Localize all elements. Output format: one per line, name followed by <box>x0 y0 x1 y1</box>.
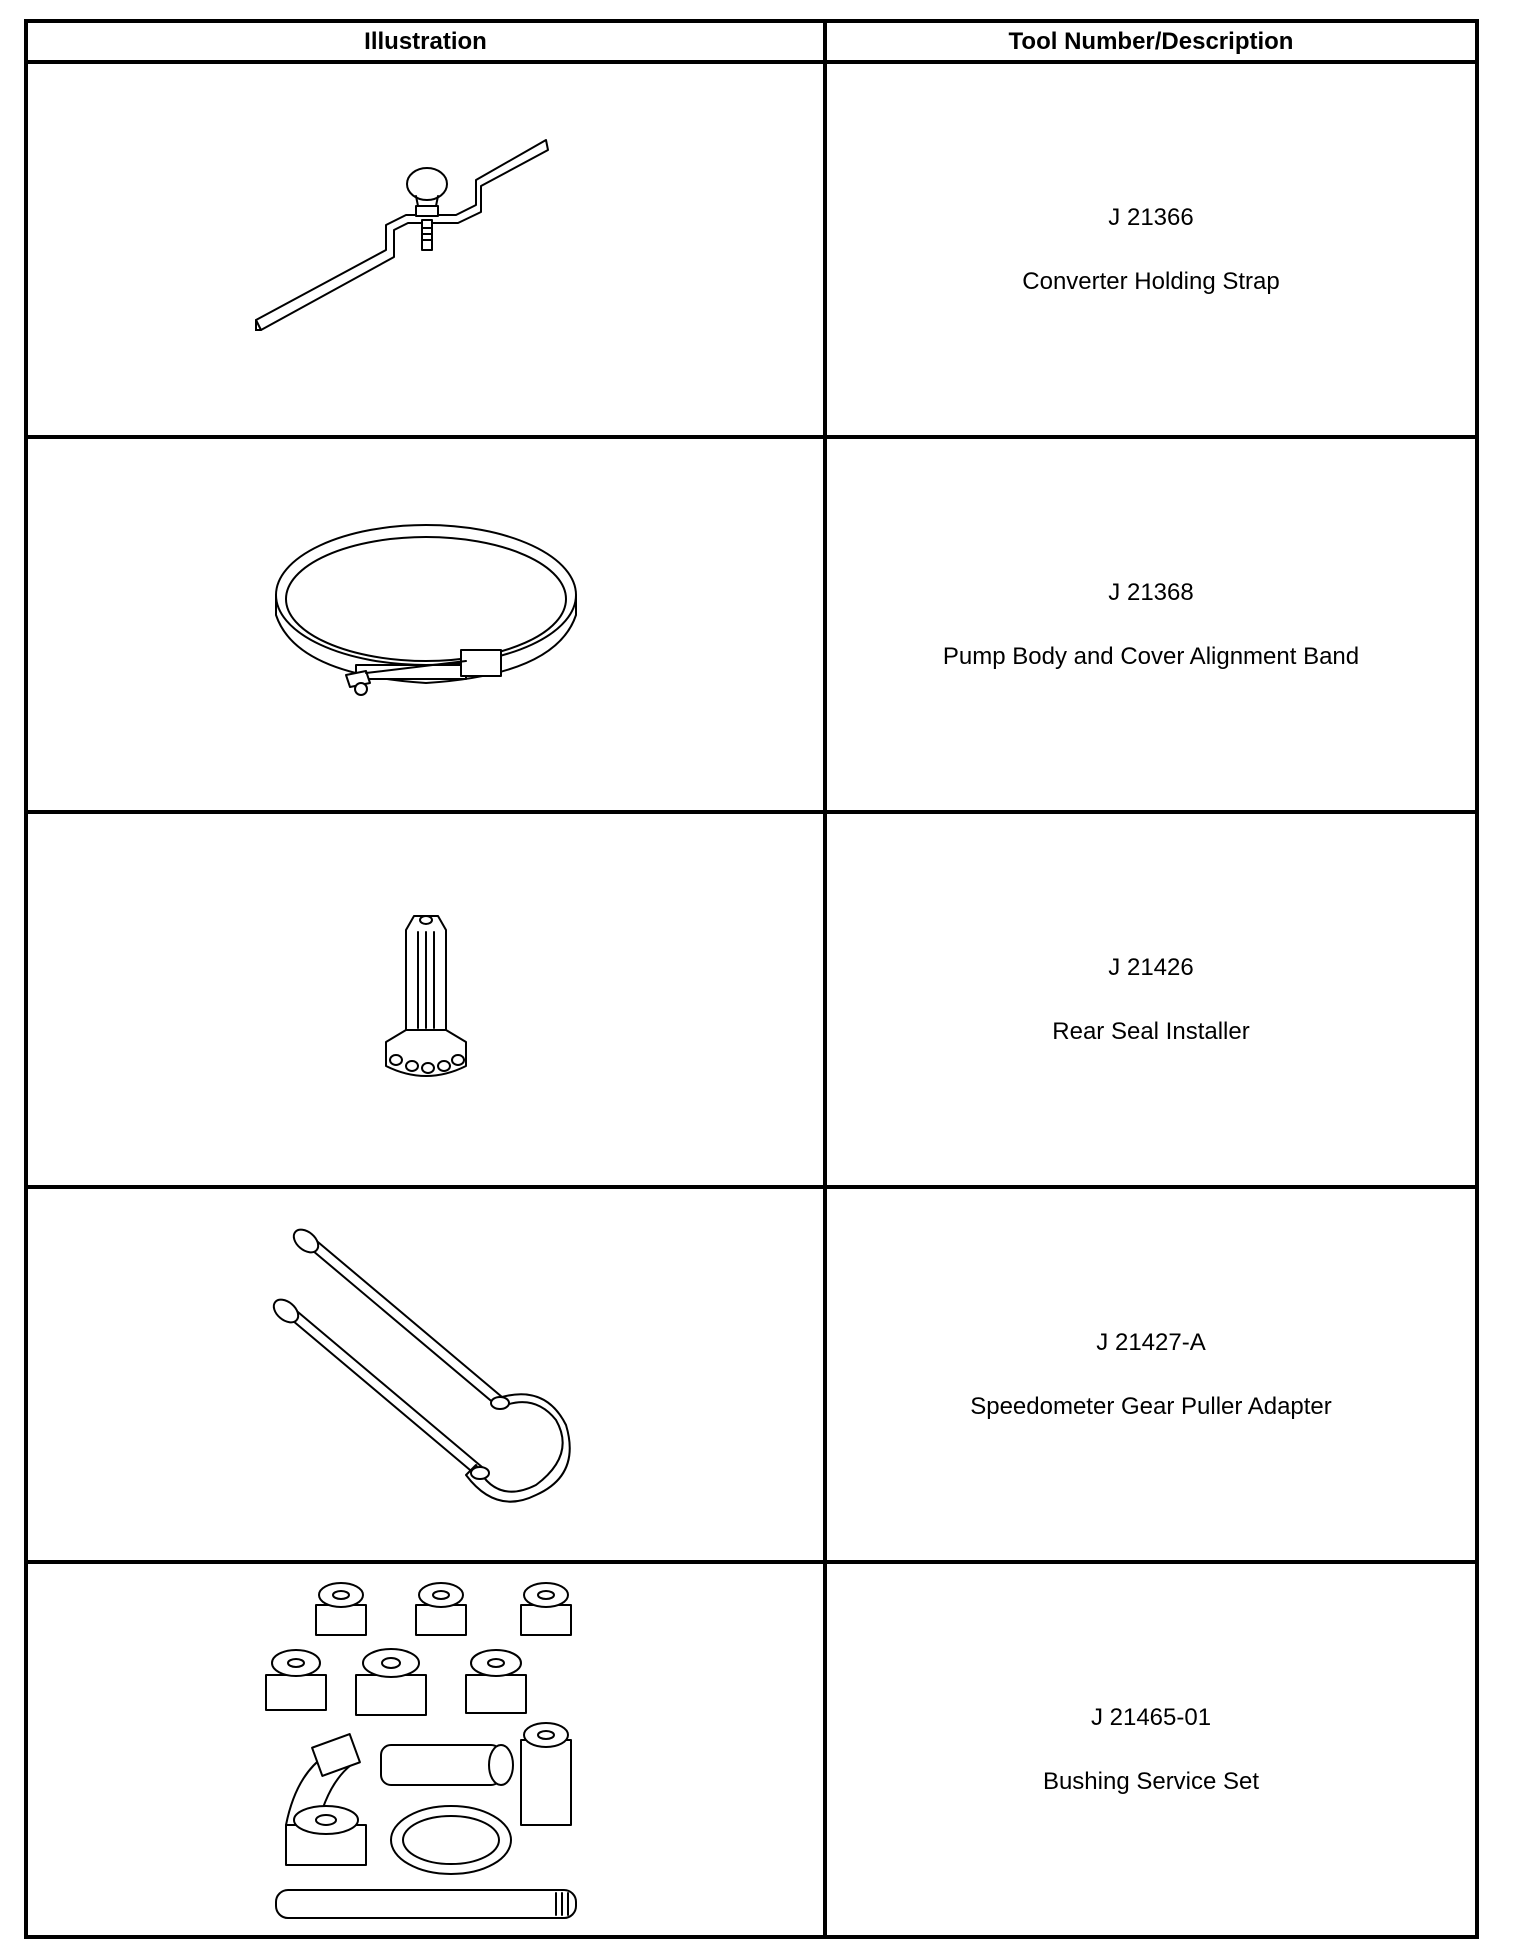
illustration-cell <box>26 812 825 1187</box>
header-illustration: Illustration <box>26 21 825 62</box>
tool-name: Bushing Service Set <box>1042 1767 1260 1795</box>
illustration-cell <box>26 1187 825 1562</box>
tool-number: J 21368 <box>1108 578 1194 606</box>
description-cell <box>825 1562 1477 1937</box>
header-tool-description: Tool Number/Description <box>825 21 1477 62</box>
tool-number: J 21427-A <box>1096 1328 1206 1356</box>
tool-number: J 21366 <box>1108 203 1194 231</box>
tool-name: Speedometer Gear Puller Adapter <box>970 1392 1332 1420</box>
illustration-cell <box>26 437 825 812</box>
illustration-cell <box>26 1562 825 1937</box>
illustration-cell <box>26 62 825 437</box>
gear-puller-adapter-illustration <box>266 1225 586 1525</box>
rear-seal-installer-illustration <box>366 910 486 1090</box>
description-cell <box>825 437 1477 812</box>
table-row <box>26 437 1477 812</box>
header-row <box>26 21 1477 62</box>
table-row <box>26 812 1477 1187</box>
description-cell <box>825 812 1477 1187</box>
description-cell <box>825 62 1477 437</box>
tool-name: Pump Body and Cover Alignment Band <box>942 642 1360 670</box>
description-cell <box>825 1187 1477 1562</box>
table-row <box>26 1562 1477 1937</box>
table-row <box>26 1187 1477 1562</box>
converter-holding-strap-illustration <box>246 120 606 380</box>
tool-name: Rear Seal Installer <box>1052 1017 1250 1045</box>
tool-name: Converter Holding Strap <box>1022 267 1280 295</box>
tool-number: J 21465-01 <box>1090 1703 1212 1731</box>
tool-number: J 21426 <box>1108 953 1194 981</box>
table-row <box>26 62 1477 437</box>
tool-table <box>24 19 1479 1939</box>
alignment-band-illustration <box>266 515 586 735</box>
bushing-service-set-illustration <box>256 1575 596 1925</box>
